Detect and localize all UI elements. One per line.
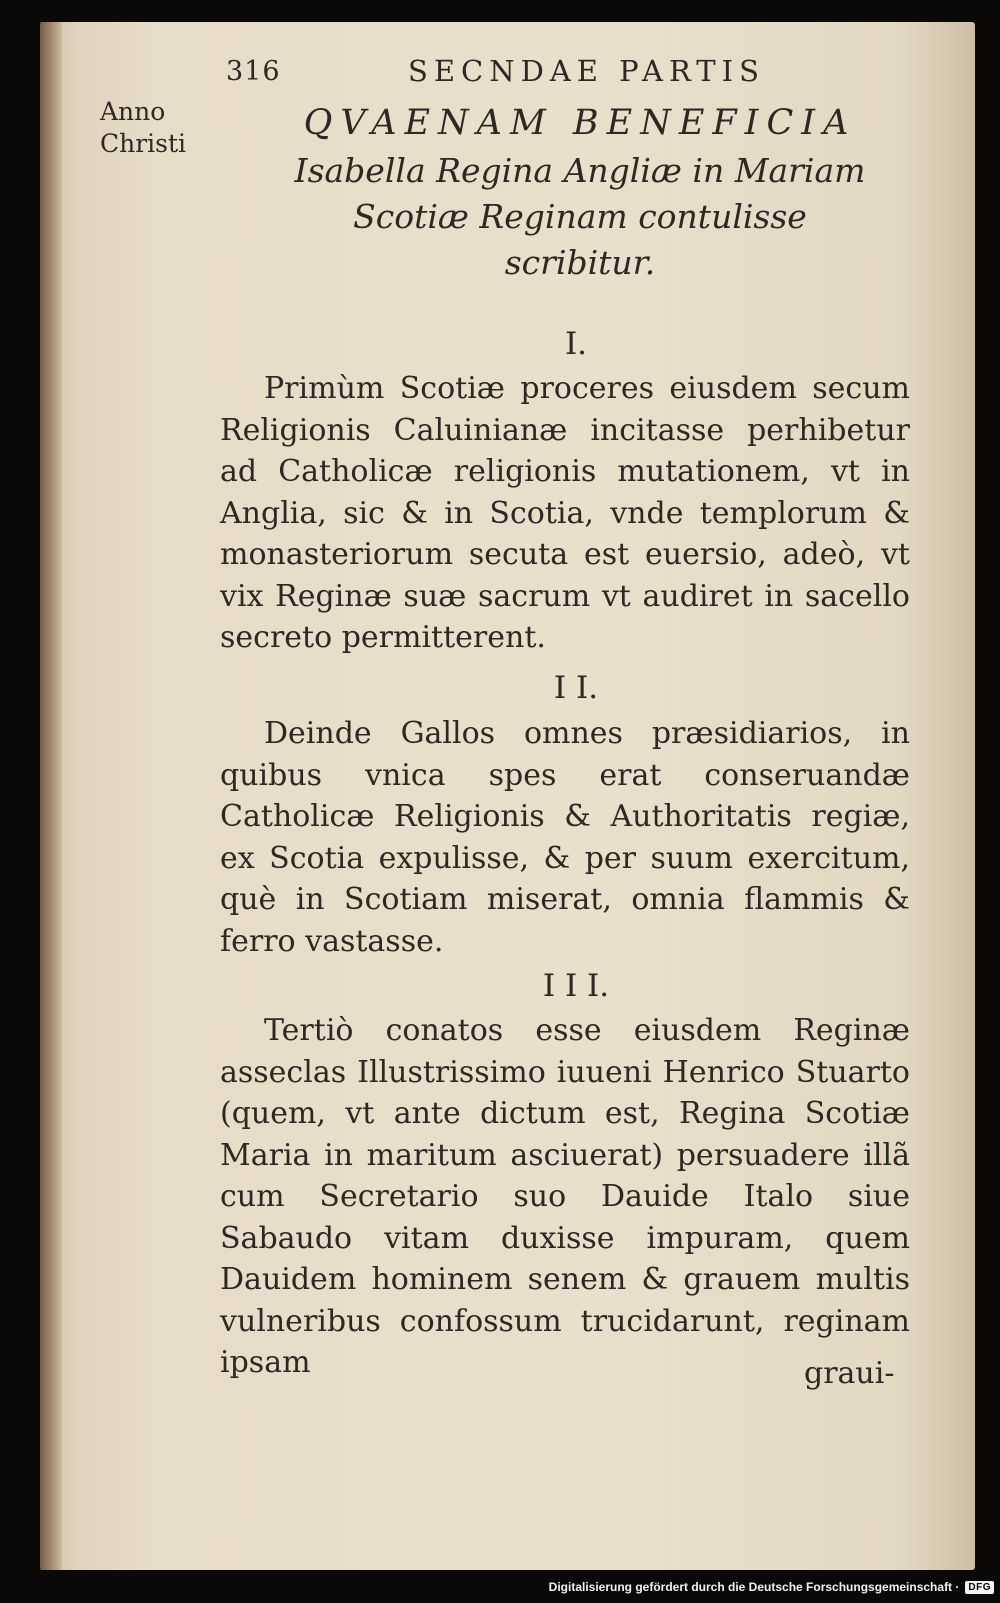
title-line: Isabella Regina Angliæ in Mariam (294, 151, 866, 190)
section-heading: I I I. (542, 968, 610, 1004)
page-gutter (40, 22, 62, 1570)
footer-text: Digitalisierung gefördert durch die Deutsche Forschungsgemeinschaft · (548, 1580, 960, 1594)
paragraph-text: Deinde Gallos omnes præsidiarios, in quibus vnica spes erat conseruandæ Catholicæ Religionis & Authoritatis regiæ, ex Scotia expulisse, & per suum exercitum, què in Scotiam miserat, omnia flammis & ferro vastasse. (220, 716, 910, 959)
section-paragraph (220, 368, 910, 659)
margin-note-line: Christi (100, 129, 187, 158)
title-line: Scotiæ Reginam contulisse (353, 197, 807, 236)
title-line: QVAENAM BENEFICIA (303, 103, 857, 143)
paragraph-text: Primùm Scotiæ proceres eiusdem secum Religionis Caluinianæ incitasse perhibetur ad Catholicæ religionis mutationem, vt in Anglia, sic & in Scotia, vnde templorum & monasteriorum secuta est euersio, adeò, vt vix Reginæ suæ sacrum vt audiret in sacello secreto permitterent. (220, 371, 910, 655)
paragraph-text: Tertiò conatos esse eiusdem Reginæ asseclas Illustrissimo iuueni Henrico Stuarto (quem, vt ante dictum est, Regina Scotiæ Maria in maritum asciuerat) persuadere illã cum Secretario suo Dauide Italo siue Sabaudo vitam duxisse impuram, quem Dauidem hominem senem & grauem multis vulneribus confossum trucidarunt, reginam ipsam (220, 1013, 910, 1380)
digitization-footer (549, 1574, 994, 1600)
dfg-logo-icon: DFG (965, 1581, 994, 1594)
catchword: graui- (804, 1356, 895, 1391)
page-number: 316 (226, 56, 281, 87)
running-head: SECNDAE PARTIS (408, 54, 765, 88)
title-line: scribitur. (504, 243, 656, 282)
section-heading: I. (564, 326, 588, 362)
section-heading: I I. (553, 670, 599, 706)
section-paragraph (220, 1010, 910, 1384)
margin-note (100, 96, 210, 160)
chapter-title (220, 98, 940, 286)
margin-note-line: Anno (100, 97, 166, 126)
section-paragraph (220, 713, 910, 962)
